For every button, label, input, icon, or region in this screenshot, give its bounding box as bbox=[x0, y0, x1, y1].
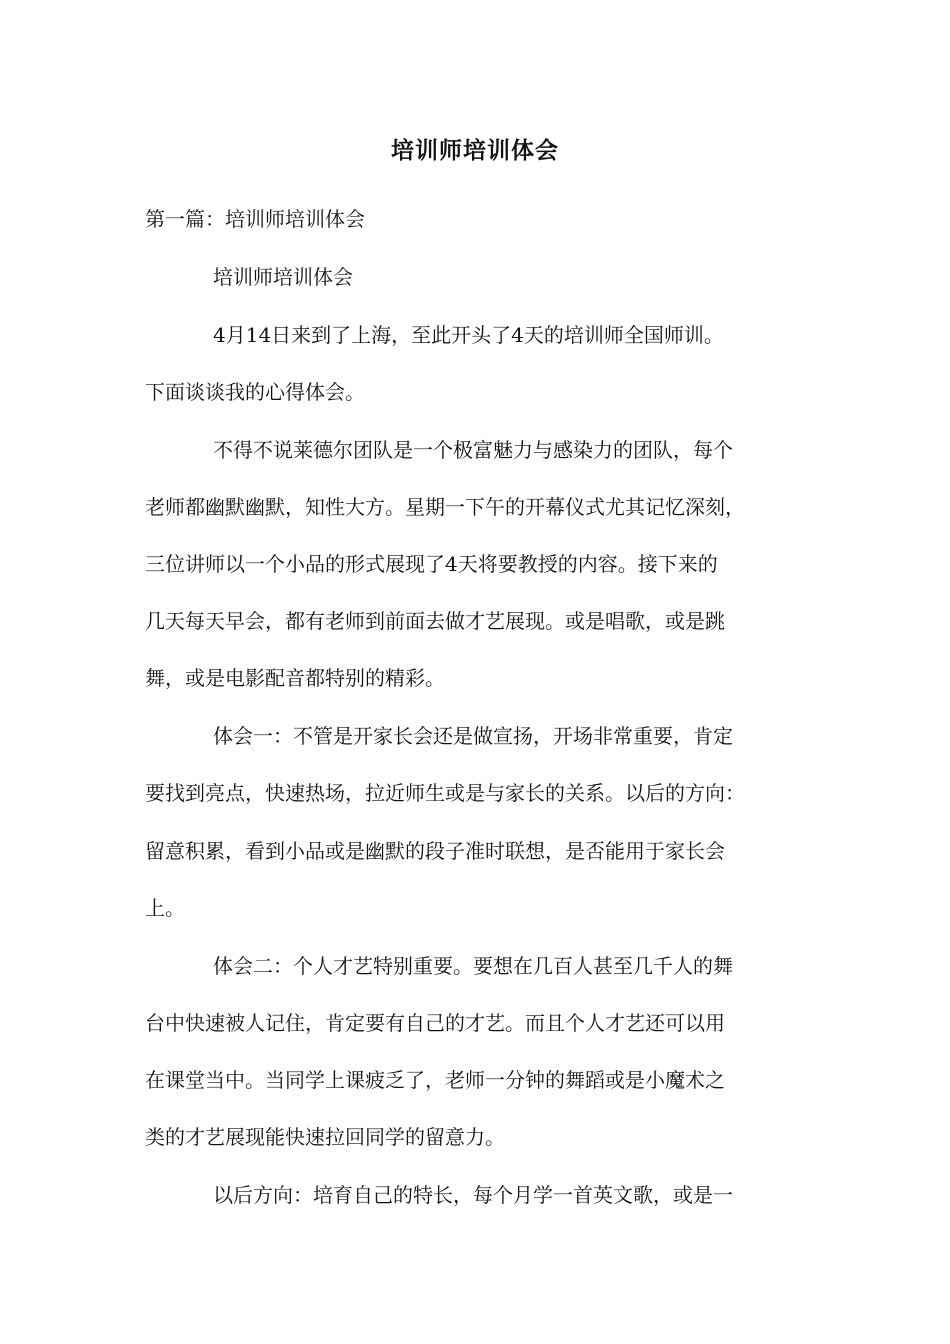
paragraph-line: 老师都幽默幽默，知性大方。星期一下午的开幕仪式尤其记忆深刻， bbox=[145, 495, 745, 519]
paragraph-line: 几天每天早会，都有老师到前面去做才艺展现。或是唱歌，或是跳 bbox=[145, 609, 725, 633]
paragraph-line: 下面谈谈我的心得体会。 bbox=[145, 380, 365, 404]
paragraph-line: 以后方向：培育自己的特长，每个月学一首英文歌，或是一 bbox=[213, 1183, 733, 1207]
paragraph-line: 要找到亮点，快速热场，拉近师生或是与家长的关系。以后的方向： bbox=[145, 781, 745, 805]
paragraph-line: 台中快速被人记住，肯定要有自己的才艺。而且个人才艺还可以用 bbox=[145, 1011, 725, 1035]
paragraph-line: 留意积累，看到小品或是幽默的段子准时联想，是否能用于家长会 bbox=[145, 839, 725, 863]
paragraph-line: 三位讲师以一个小品的形式展现了4天将要教授的内容。接下来的 bbox=[145, 552, 718, 576]
paragraph-line: 上。 bbox=[145, 896, 185, 920]
paragraph-line: 类的才艺展现能快速拉回同学的留意力。 bbox=[145, 1125, 505, 1149]
paragraph-line: 舞，或是电影配音都特别的精彩。 bbox=[145, 666, 445, 690]
paragraph-line: 不得不说莱德尔团队是一个极富魅力与感染力的团队，每个 bbox=[213, 438, 733, 462]
paragraph-line: 在课堂当中。当同学上课疲乏了，老师一分钟的舞蹈或是小魔术之 bbox=[145, 1068, 725, 1092]
paragraph-line: 体会二：个人才艺特别重要。要想在几百人甚至几千人的舞 bbox=[213, 954, 733, 978]
document-title: 培训师培训体会 bbox=[391, 137, 559, 164]
section-heading: 第一篇：培训师培训体会 bbox=[145, 207, 365, 231]
paragraph-line: 体会一：不管是开家长会还是做宣扬，开场非常重要，肯定 bbox=[213, 724, 733, 748]
paragraph-line: 4月14日来到了上海，至此开头了4天的培训师全国师训。 bbox=[213, 323, 724, 347]
subheading: 培训师培训体会 bbox=[213, 265, 353, 289]
